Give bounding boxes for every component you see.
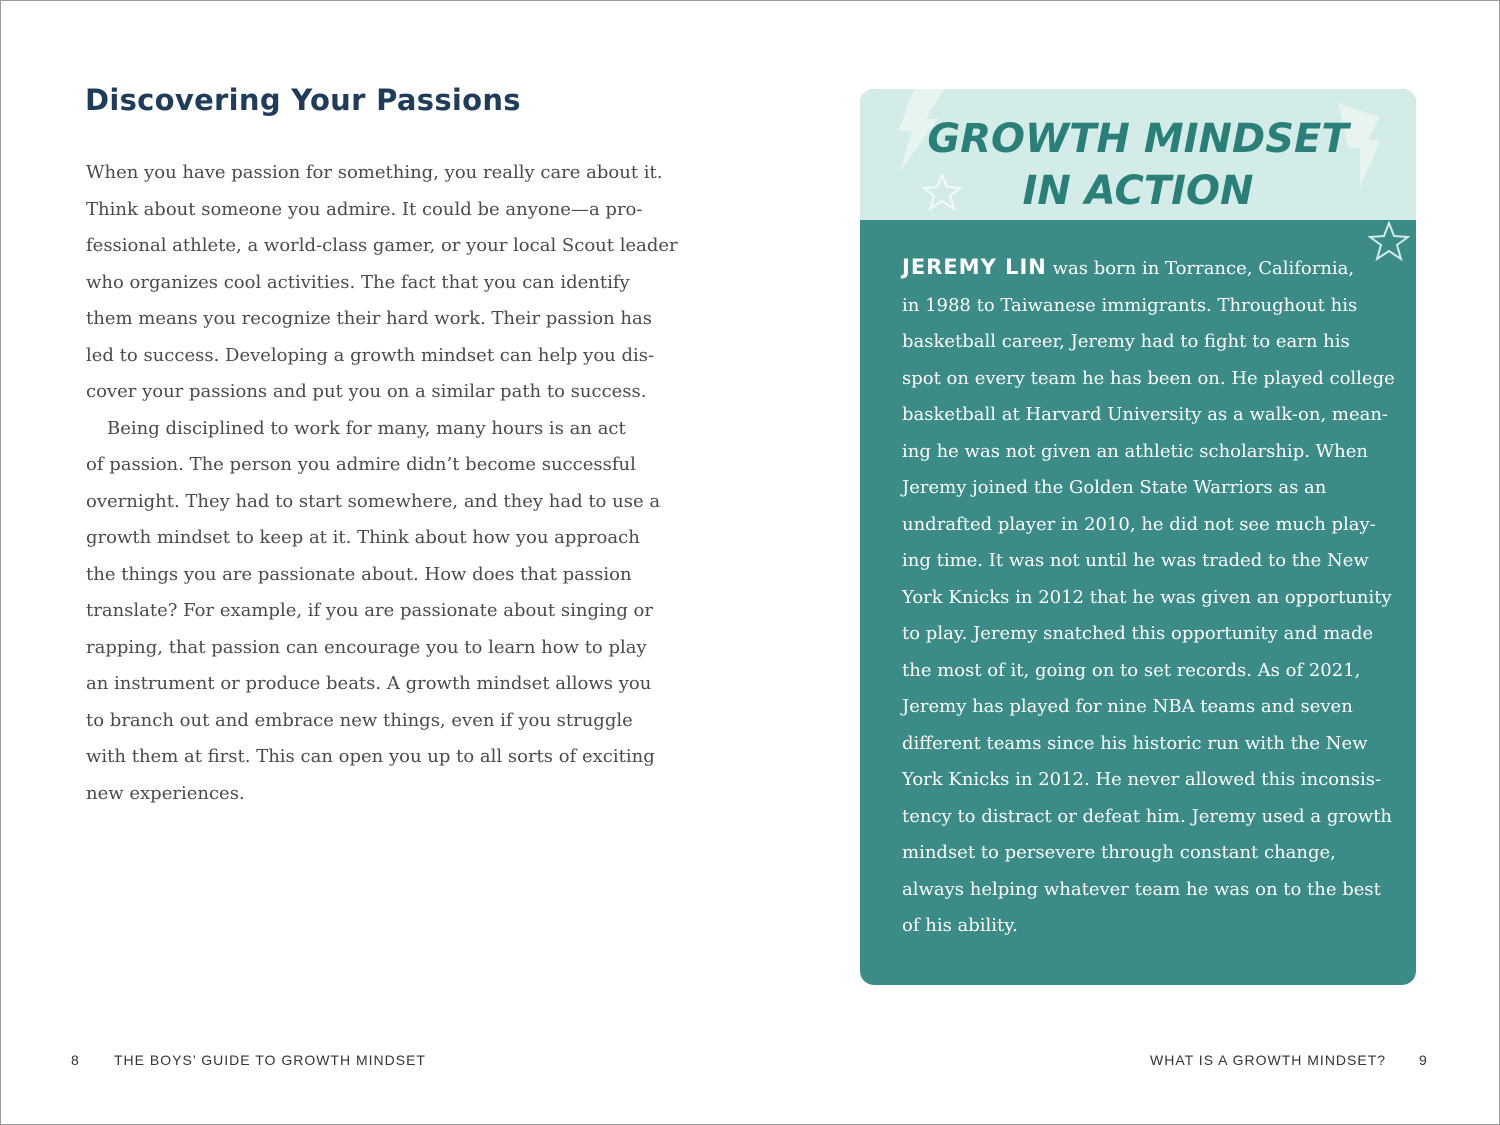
sidebar-header [860, 89, 1416, 220]
text-line: mindset to persevere through constant change, [902, 842, 1336, 863]
text-line [902, 249, 1392, 288]
sidebar-title-line: GROWTH MINDSET [927, 116, 1349, 162]
text-line: always helping whatever team he was on to the best [902, 878, 1381, 900]
text-line: of passion. The person you admire didn’t become successful [86, 454, 636, 475]
text-line: growth mindset to keep at it. Think about how you approach [86, 527, 640, 548]
sidebar-body [902, 249, 1395, 945]
text-line: Jeremy has played for nine NBA teams and seven [902, 696, 1353, 717]
growth-mindset-sidebar [860, 89, 1416, 985]
text-line: York Knicks in 2012 that he was given an opportunity [902, 586, 1392, 608]
body-text [86, 155, 678, 812]
text-line: York Knicks in 2012. He never allowed this inconsis- [902, 769, 1382, 790]
text-fragment: was born in Torrance, California, [1052, 258, 1355, 279]
text-line: tency to distract or defeat him. Jeremy used a growth [902, 805, 1393, 827]
text-line: who organizes cool activities. The fact that you can identify [86, 271, 630, 293]
text-line: led to success. Developing a growth mindset can help you dis- [86, 344, 655, 366]
text-line: overnight. They had to start somewhere, and they had to use a [86, 490, 661, 512]
text-line: the most of it, going on to set records. As of 2021, [902, 659, 1361, 681]
text-line: different teams since his historic run with the New [902, 732, 1368, 754]
page-number-right: 9 [1419, 1052, 1428, 1068]
text-line: basketball at Harvard University as a walk-on, mean- [902, 404, 1389, 425]
sidebar-title-line: IN ACTION [1022, 168, 1254, 214]
text-line: spot on every team he has been on. He played college [902, 367, 1395, 389]
text-line: Jeremy joined the Golden State Warriors as an [902, 477, 1327, 498]
text-line: the things you are passionate about. How does that passion [86, 563, 632, 585]
paragraph [86, 155, 678, 411]
text-line: in 1988 to Taiwanese immigrants. Throughout his [902, 294, 1358, 316]
sidebar-title [860, 113, 1416, 217]
text-line: When you have passion for something, you really care about it. [86, 162, 663, 183]
paragraph [86, 411, 661, 813]
text-line: new experiences. [86, 782, 245, 804]
text-line: an instrument or produce beats. A growth mindset allows you [86, 673, 652, 694]
text-line: cover your passions and put you on a similar path to success. [86, 381, 647, 402]
text-line: to play. Jeremy snatched this opportunity and made [902, 623, 1374, 644]
text-line: Being disciplined to work for many, many hours is an act [107, 417, 626, 439]
text-line: them means you recognize their hard work. Their passion has [86, 308, 652, 329]
text-line: undrafted player in 2010, he did not see much play- [902, 513, 1376, 535]
text-line: Think about someone you admire. It could be anyone—a pro- [86, 198, 643, 220]
text-line: translate? For example, if you are passionate about singing or [86, 600, 653, 621]
running-title-left: THE BOYS’ GUIDE TO GROWTH MINDSET [114, 1052, 426, 1068]
text-line: to branch out and embrace new things, even if you struggle [86, 709, 633, 731]
text-line: ing time. It was not until he was traded to the New [902, 550, 1369, 571]
text-line: basketball career, Jeremy had to fight to earn his [902, 331, 1350, 352]
text-line: fessional athlete, a world-class gamer, or your local Scout leader [86, 235, 678, 256]
page-number-left: 8 [71, 1052, 80, 1068]
section-heading: Discovering Your Passions [85, 83, 521, 117]
text-line: rapping, that passion can encourage you to learn how to play [86, 636, 647, 658]
text-line: with them at first. This can open you up to all sorts of exciting [86, 746, 655, 767]
person-name: JEREMY LIN [902, 255, 1047, 279]
text-line: ing he was not given an athletic scholarship. When [902, 440, 1368, 462]
text-line: of his ability. [902, 915, 1018, 936]
running-title-right: WHAT IS A GROWTH MINDSET? [1150, 1052, 1387, 1068]
